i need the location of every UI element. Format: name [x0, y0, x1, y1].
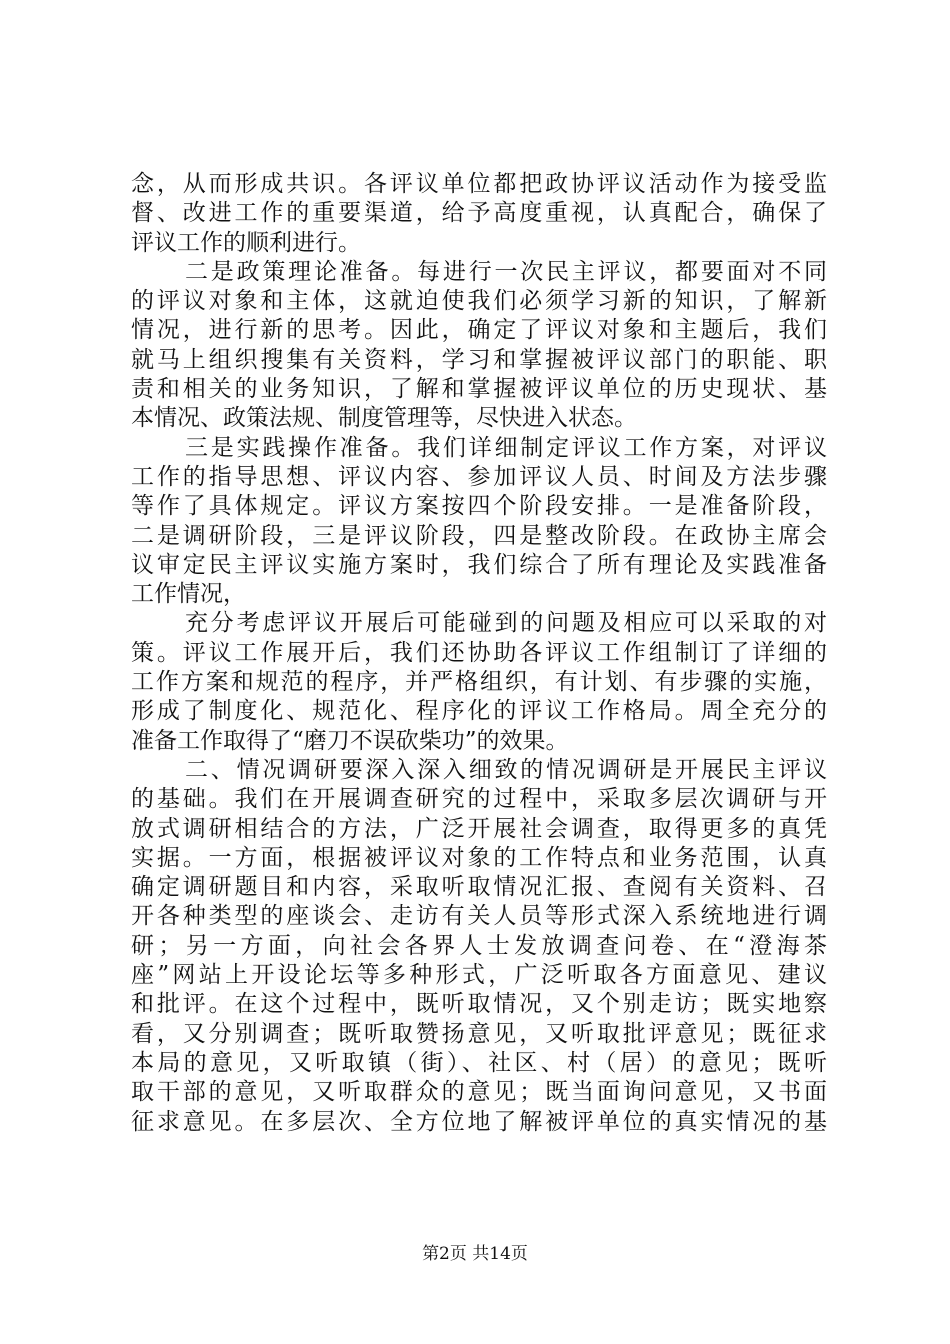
text-line: 评议工作的顺利进行。 [131, 229, 361, 256]
page-footer: 第2页 共14页 [422, 1244, 528, 1264]
text-line: 督、改进工作的重要渠道，给予高度重视，认真配合，确保了 [131, 200, 827, 227]
text-line: 座”网站上开设论坛等多种形式，广泛听取各方面意见、建议 [131, 962, 827, 989]
text-line: 本情况、政策法规、制度管理等，尽快进入状态。 [131, 405, 637, 432]
text-line: 的评议对象和主体，这就迫使我们必须学习新的知识，了解新 [131, 288, 827, 315]
text-line: 就马上组织搜集有关资料，学习和掌握被评议部门的职能、职 [131, 346, 827, 373]
text-line: 实据。一方面，根据被评议对象的工作特点和业务范围，认真 [131, 844, 827, 871]
text-line: 工作的指导思想、评议内容、参加评议人员、时间及方法步骤 [131, 463, 827, 490]
text-line: 研；另一方面，向社会各界人士发放调查问卷、在“澄海茶 [131, 932, 827, 959]
text-line: 形成了制度化、规范化、程序化的评议工作格局。周全充分的 [131, 698, 827, 725]
text-line: 放式调研相结合的方法，广泛开展社会调查，取得更多的真凭 [131, 815, 827, 842]
text-line: 本局的意见，又听取镇（街）、社区、村（居）的意见；既听 [131, 1049, 827, 1076]
body-text [131, 170, 827, 1137]
text-line: 和批评。在这个过程中，既听取情况，又个别走访；既实地察 [131, 991, 827, 1018]
text-line: 开各种类型的座谈会、走访有关人员等形式深入系统地进行调 [131, 903, 827, 930]
text-line: 准备工作取得了“磨刀不误砍柴功”的效果。 [131, 727, 569, 754]
text-line: 责和相关的业务知识，了解和掌握被评议单位的历史现状、基 [131, 376, 827, 403]
text-line: 等作了具体规定。评议方案按四个阶段安排。一是准备阶段， [131, 493, 827, 520]
text-line: 二是政策理论准备。每进行一次民主评议，都要面对不同 [185, 258, 827, 285]
text-line: 的基础。我们在开展调查研究的过程中，采取多层次调研与开 [131, 786, 827, 813]
text-line: 念，从而形成共识。各评议单位都把政协评议活动作为接受监 [131, 171, 827, 197]
text-line: 看，又分别调查；既听取赞扬意见，又听取批评意见；既征求 [131, 1020, 827, 1047]
text-line: 二是调研阶段，三是评议阶段，四是整改阶段。在政协主席会 [131, 522, 827, 549]
text-line: 取干部的意见，又听取群众的意见；既当面询问意见，又书面 [131, 1079, 827, 1106]
text-line: 确定调研题目和内容，采取听取情况汇报、查阅有关资料、召 [131, 874, 827, 901]
text-line: 议审定民主评议实施方案时，我们综合了所有理论及实践准备 [131, 551, 827, 578]
text-line: 二、情况调研要深入深入细致的情况调研是开展民主评议 [185, 756, 827, 783]
text-line: 情况，进行新的思考。因此，确定了评议对象和主题后，我们 [131, 317, 827, 344]
text-line: 策。评议工作展开后，我们还协助各评议工作组制订了详细的 [131, 639, 827, 666]
text-line: 工作方案和规范的程序，并严格组织，有计划、有步骤的实施， [131, 669, 827, 696]
text-line: 工作情况， [131, 581, 246, 608]
text-line: 征求意见。在多层次、全方位地了解被评单位的真实情况的基 [131, 1108, 827, 1135]
text-line: 三是实践操作准备。我们详细制定评议工作方案，对评议 [185, 434, 827, 461]
text-line: 充分考虑评议开展后可能碰到的问题及相应可以采取的对 [185, 610, 827, 637]
